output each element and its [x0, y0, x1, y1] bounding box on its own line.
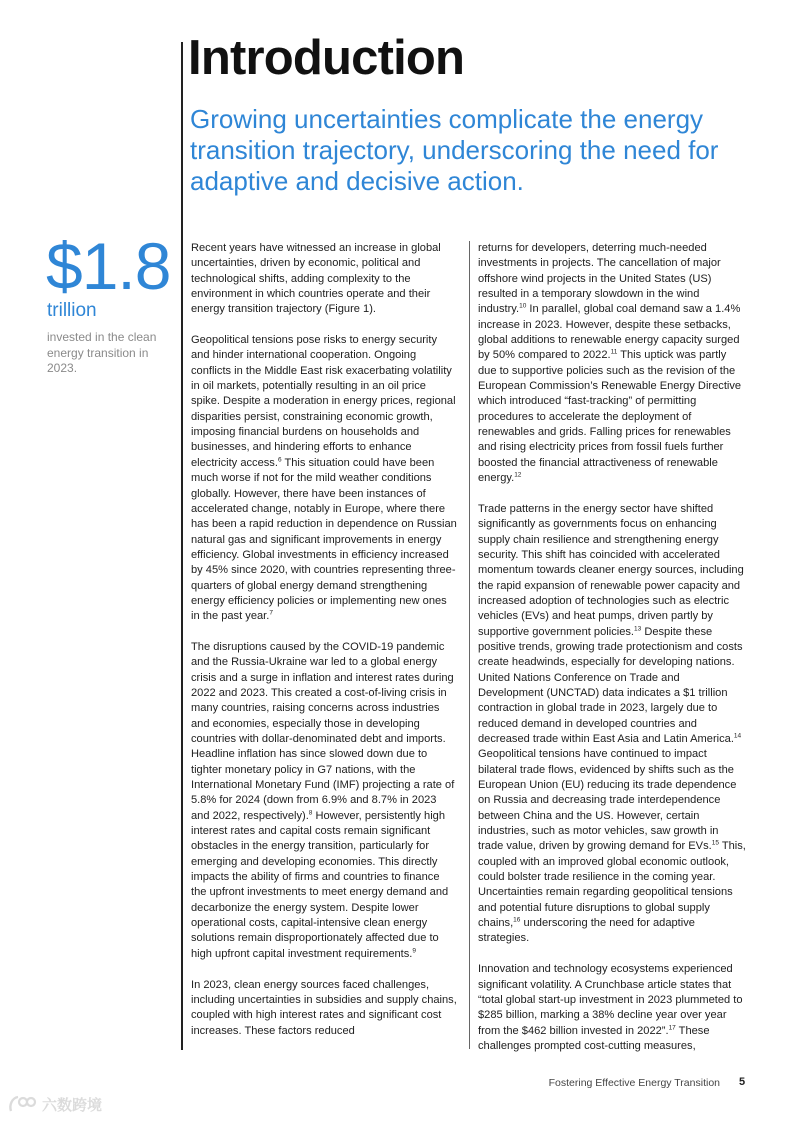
body-column-right — [478, 241, 746, 1055]
page-title: Introduction — [188, 31, 465, 85]
footnote-marker: 6 — [277, 456, 282, 464]
column-divider — [469, 241, 470, 1049]
footer-report-title: Fostering Effective Energy Transition — [548, 1077, 720, 1089]
page-subtitle: Growing uncertainties complicate the energy transition trajectory, underscoring the need for adaptive and decisive action. — [190, 104, 719, 196]
body-paragraph — [191, 978, 457, 1039]
footnote-marker: 16 — [513, 916, 521, 924]
body-paragraph — [191, 241, 457, 318]
body-text: returns for developers, deterring much-needed investments in projects. The cancellation of major offshore wind projects in the United States (US) resulted in a temporary slowdown in the wind industry. — [478, 242, 721, 316]
footnote-marker: 11 — [610, 348, 618, 356]
body-text: However, persistently high interest rates and capital costs remain significant obstacles in the energy transition, particularly for emerging and developing economies. This directly impacts the ability of firms and countries to finance the upfront investments to meet energy demand and decarbonize the energy system. Despite lower operational costs, capital-intensive clean energy solutions remain disproportionately affected due to high upfront capital investment requirements. — [191, 809, 449, 960]
body-text: Geopolitical tensions pose risks to energy security and hinder international cooperation. Ongoing conflicts in the Middle East risk exacerbating volatility in oil markets, potentially resulting in an oil price spike. Despite a moderation in energy prices, regional disparities persist, constraining economic growth, imposing financial burdens on households and businesses, and hindering efforts to enhance electricity access. — [191, 334, 456, 469]
watermark — [8, 1093, 102, 1115]
footnote-marker: 13 — [634, 624, 642, 632]
body-text: Recent years have witnessed an increase in global uncertainties, driven by economic, political and technological shifts, adding complexity to the environment in which countries operate and their energy transition trajectory (Figure 1). — [191, 242, 441, 316]
stat-value: $1.8 — [46, 229, 171, 303]
body-text: Despite these positive trends, growing trade protectionism and costs create headwinds, especially for developing nations. United Nations Conference on Trade and Development (UNCTAD) data indicates a $1 trillion contraction in global trade in 2023, largely due to reduced demand in developed countries and decreased trade within East Asia and Latin America. — [478, 625, 743, 745]
body-text: This, coupled with an improved global economic outlook, could bolster trade resilience in the coming year. Uncertainties remain regarding geopolitical tensions and potential future disruptions to global supply chains, — [478, 840, 746, 930]
body-paragraph — [478, 241, 746, 487]
title-vertical-rule — [181, 42, 183, 1050]
body-text: In 2023, clean energy sources faced challenges, including uncertainties in subsidies and supply chains, coupled with high interest rates and significant cost increases. These factors reduced — [191, 978, 457, 1037]
footnote-marker: 10 — [519, 302, 527, 310]
body-text: This uptick was partly due to supportive policies such as the revision of the European Commission’s Renewable Energy Directive which introduced “fast-tracking” of permitting procedures to accelerate the deployment of renewables and grids. Falling prices for renewables and rising electricity prices from fossil fuels further boosted the financial attractiveness of renewable energy. — [478, 349, 742, 485]
stat-unit: trillion — [47, 300, 97, 321]
watermark-text: 六数跨境 — [42, 1095, 103, 1114]
body-text: The disruptions caused by the COVID-19 pandemic and the Russia-Ukraine war led to a global energy crisis and a surge in inflation and interest rates during 2022 and 2023. This created a cost-of-living crisis in many countries, raising concerns across industries and economies, especially those in developing countries with dollar-denominated debt and imports. Headline inflation has since slowed down due to tighter monetary policy in G7 nations, with the International Monetary Fund (IMF) projecting a rate of 5.8% for 2024 (down from 6.9% and 8.7% in 2023 and 2022, respectively). — [191, 640, 455, 822]
footnote-marker: 7 — [269, 609, 273, 617]
body-text: This situation could have been much worse if not for the mild weather conditions globally. However, there have been instances of accelerated change, notably in Europe, where there has been a rapid reduction in dependence on Russian natural gas and significant improvements in energy efficiency. Global investments in efficiency increased by 45% since 2020, with countries representing three-quarters of global energy demand strengthening energy efficiency policies or implementing new ones in the past year. — [191, 456, 457, 623]
body-text: Trade patterns in the energy sector have shifted significantly as governments focus on enhancing supply chain resilience and strengthening energy security. This shift has coincided with accelerated momentum towards cleaner energy sources, including the rapid expansion of renewable power capacity and increased adoption of technologies such as electric vehicles (EVs) and heat pumps, driven partly by supportive government policies. — [478, 502, 744, 638]
body-text: In parallel, global coal demand saw a 1.4% increase in 2023. However, despite these setbacks, global additions to renewable energy capacity surged by 50% compared to 2022. — [478, 303, 741, 362]
footnote-marker: 17 — [668, 1023, 676, 1031]
body-paragraph — [191, 640, 457, 962]
watermark-logo-icon — [8, 1093, 38, 1115]
body-text: underscoring the need for adaptive strategies. — [478, 917, 695, 945]
footnote-marker: 9 — [412, 947, 417, 955]
stat-description: invested in the clean energy transition in 2023. — [47, 330, 157, 375]
page-number: 5 — [739, 1076, 746, 1088]
body-paragraph — [478, 502, 746, 947]
body-text: Innovation and technology ecosystems experienced significant volatility. A Crunchbase article states that “total global start-up investment in 2023 plummeted to $285 billion, marking a 38% decline year over year from the $462 billion invested in 2022”. — [478, 963, 743, 1037]
footnote-marker: 14 — [733, 732, 742, 740]
body-text: Geopolitical tensions have continued to impact bilateral trade flows, evidenced by shifts such as the European Union (EU) reducing its trade dependence on Russia and decreasing trade interdependence between China and the US. However, certain industries, such as motor vehicles, saw growth in trade value, driven by growing demand for EVs. — [478, 748, 737, 853]
body-paragraph — [478, 962, 746, 1054]
footnote-marker: 15 — [711, 839, 719, 847]
body-paragraph — [191, 333, 457, 625]
body-column-left — [191, 241, 457, 1055]
footnote-marker: 8 — [308, 809, 313, 817]
body-text: These challenges prompted cost-cutting measures, — [478, 1024, 710, 1052]
footnote-marker: 12 — [514, 471, 522, 479]
